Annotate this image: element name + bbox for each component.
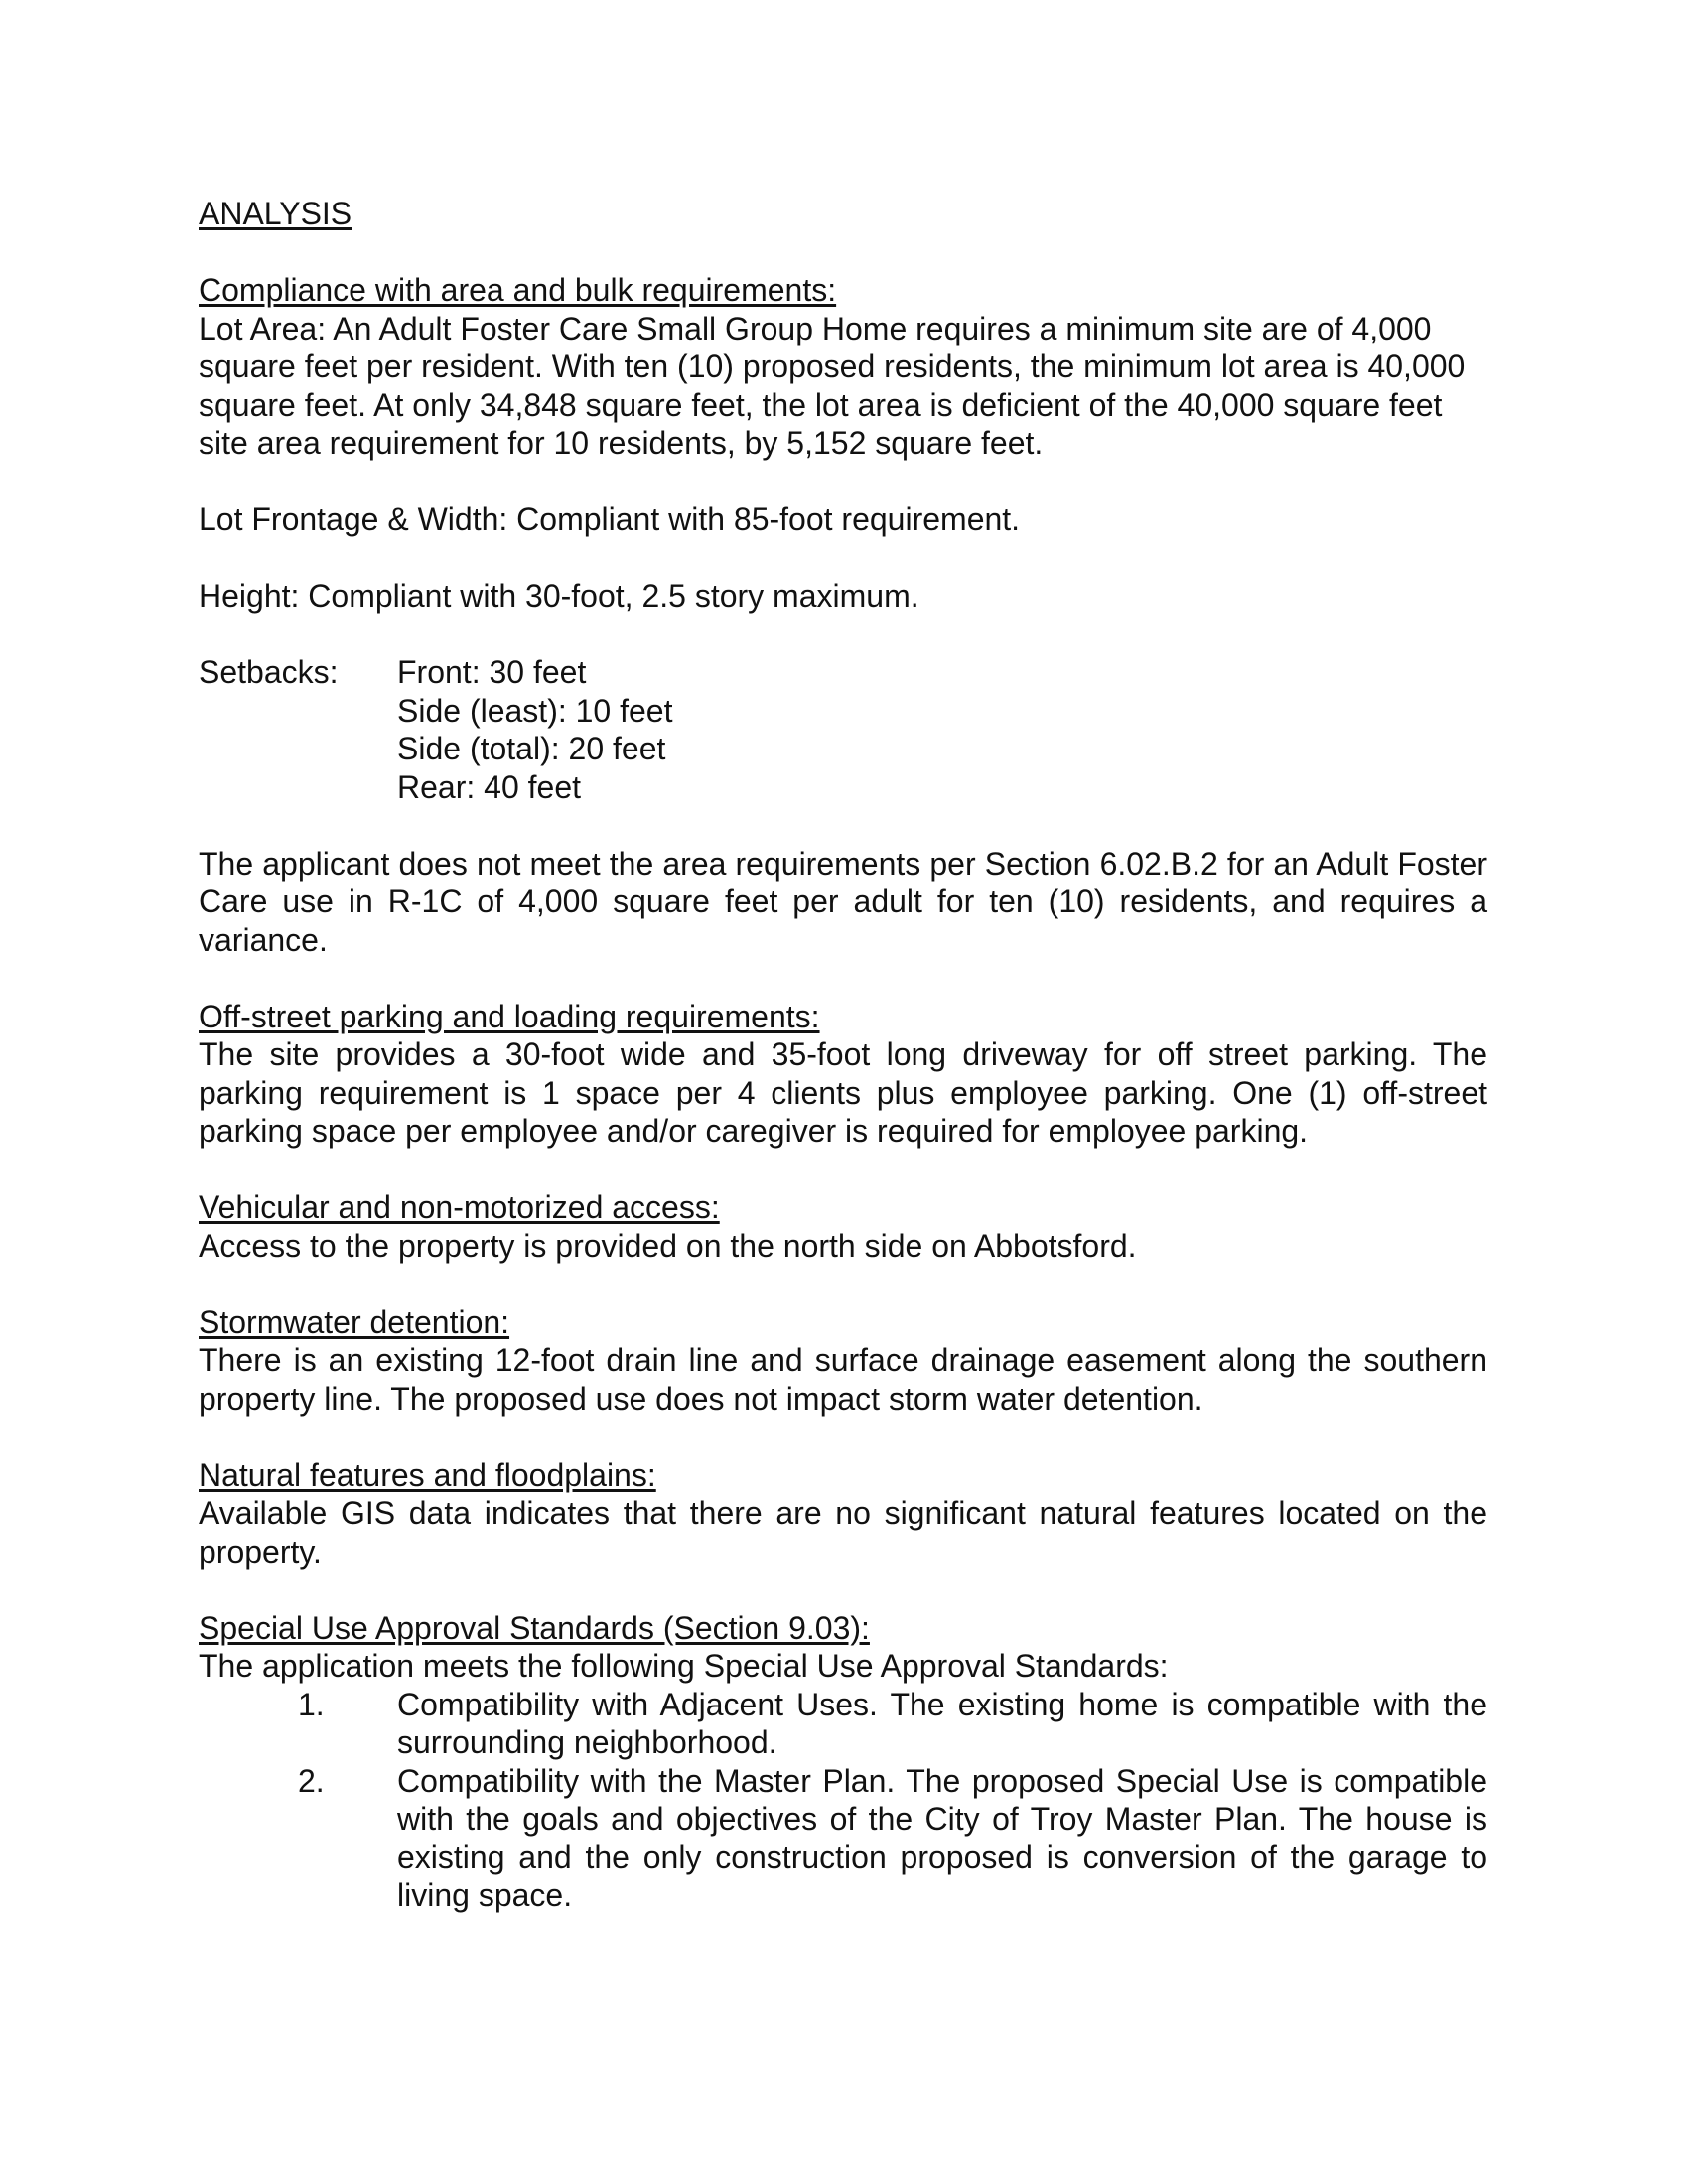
area-bulk-section	[199, 271, 1487, 463]
list-item-text: Compatibility with Adjacent Uses. The existing home is compatible with the surrounding neighborhood.	[397, 1686, 1487, 1760]
special-use-heading: Special Use Approval Standards (Section 9.03):	[199, 1609, 870, 1646]
height-paragraph: Height: Compliant with 30-foot, 2.5 story maximum.	[199, 578, 919, 614]
lot-area-paragraph: Lot Area: An Adult Foster Care Small Group Home requires a minimum site are of 4,000 square feet per resident. With ten (10) proposed residents, the minimum lot area is 40,000 square feet. At only 34,848 square feet, the lot area is deficient of the 40,000 square feet site area requirement for 10 residents, by 5,152 square feet.	[199, 310, 1466, 461]
setback-side-total: Side (total): 20 feet	[397, 731, 666, 766]
special-use-standards-list	[199, 1686, 1487, 1915]
stormwater-section	[199, 1303, 1487, 1419]
stormwater-paragraph: There is an existing 12-foot drain line and surface drainage easement along the southern property line. The proposed use does not impact storm water detention.	[199, 1342, 1487, 1417]
setback-rear: Rear: 40 feet	[397, 768, 581, 805]
access-heading: Vehicular and non-motorized access:	[199, 1189, 720, 1225]
natural-features-heading: Natural features and floodplains:	[199, 1456, 656, 1493]
setbacks-label: Setbacks:	[199, 654, 339, 690]
analysis-heading: ANALYSIS	[199, 196, 352, 231]
list-item-number: 2.	[298, 1762, 325, 1799]
area-conclusion-section	[199, 845, 1487, 960]
list-item	[199, 1686, 1487, 1762]
area-conclusion-paragraph: The applicant does not meet the area requirements per Section 6.02.B.2 for an Adult Foster Care use in R-1C of 4,000 square feet per adult for ten (10) residents, and requires a variance.	[199, 845, 1487, 958]
setbacks-list	[397, 653, 672, 806]
natural-features-section	[199, 1456, 1487, 1571]
frontage-section	[199, 500, 1487, 539]
stormwater-heading: Stormwater detention:	[199, 1303, 510, 1340]
area-bulk-heading: Compliance with area and bulk requirements:	[199, 272, 837, 308]
document-page	[199, 195, 1487, 1915]
access-section	[199, 1188, 1487, 1265]
special-use-section	[199, 1609, 1487, 1915]
special-use-intro: The application meets the following Special Use Approval Standards:	[199, 1648, 1169, 1684]
parking-paragraph: The site provides a 30-foot wide and 35-foot long driveway for off street parking. The parking requirement is 1 space per 4 clients plus employee parking. One (1) off-street parking space per employee and/or caregiver is required for employee parking.	[199, 1036, 1487, 1149]
height-section	[199, 577, 1487, 615]
access-paragraph: Access to the property is provided on the north side on Abbotsford.	[199, 1227, 1137, 1264]
list-item-text: Compatibility with the Master Plan. The proposed Special Use is compatible with the goals and objectives of the City of Troy Master Plan. The house is existing and the only construction proposed is conversion of the garage to living space.	[397, 1762, 1487, 1913]
setbacks-section	[199, 653, 1487, 806]
list-item-number: 1.	[298, 1686, 325, 1722]
parking-section	[199, 998, 1487, 1151]
setback-front: Front: 30 feet	[397, 654, 587, 690]
list-item	[199, 1762, 1487, 1915]
frontage-paragraph: Lot Frontage & Width: Compliant with 85-foot requirement.	[199, 501, 1021, 537]
setback-side-least: Side (least): 10 feet	[397, 692, 673, 729]
natural-features-paragraph: Available GIS data indicates that there are no significant natural features located on the property.	[199, 1495, 1487, 1570]
parking-heading: Off-street parking and loading requirements:	[199, 998, 820, 1034]
